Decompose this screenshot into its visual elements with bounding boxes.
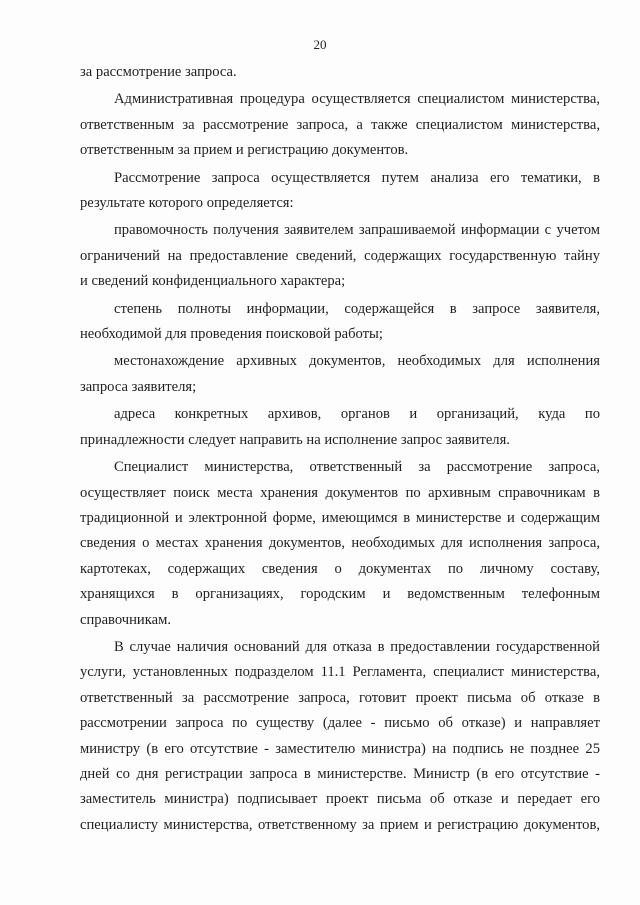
text-line: специалисту министерства, ответственному за прием и регистрацию документов, <box>80 816 600 833</box>
paragraph <box>80 60 600 85</box>
text-line: картотеках, содержащих сведения о документах по личному составу, <box>80 560 600 577</box>
paragraph <box>80 402 600 453</box>
text-line: Административная процедура осуществляется специалистом министерства, <box>114 91 600 108</box>
text-line: справочникам. <box>80 611 171 628</box>
text-line: осуществляет поиск места хранения документов по архивным справочникам в <box>80 484 600 501</box>
text-line: дней со дня регистрации запроса в министерстве. Министр (в его отсутствие - <box>80 765 600 782</box>
text-line: Специалист министерства, ответственный за рассмотрение запроса, <box>114 459 600 476</box>
text-line: результате которого определяется: <box>80 195 294 212</box>
paragraph <box>80 87 600 163</box>
text-line: Рассмотрение запроса осуществляется путем анализа его тематики, в <box>114 169 600 186</box>
text-line: необходимой для проведения поисковой работы; <box>80 326 383 343</box>
text-line: министру (в его отсутствие - заместителю министра) на подпись не позднее 25 <box>80 740 600 757</box>
paragraph <box>80 635 600 838</box>
text-line: заместитель министра) подписывает проект письма об отказе и передает его <box>80 791 600 808</box>
text-line: В случае наличия оснований для отказа в предоставлении государственной <box>114 638 600 655</box>
text-line: адреса конкретных архивов, органов и организаций, куда по <box>114 406 600 423</box>
text-line: сведения о местах хранения документов, необходимых для исполнения запроса, <box>80 535 600 552</box>
text-line: местонахождение архивных документов, необходимых для исполнения <box>114 353 600 370</box>
document-body <box>80 60 600 840</box>
text-line: хранящихся в организациях, городским и ведомственным телефонным <box>80 586 600 603</box>
paragraph <box>80 297 600 348</box>
text-line: традиционной и электронной форме, имеющимся в министерстве и содержащим <box>80 509 600 526</box>
text-line: ответственный за рассмотрение запроса, готовит проект письма об отказе в <box>80 689 600 706</box>
text-line: запроса заявителя; <box>80 378 197 395</box>
text-line: ответственным за рассмотрение запроса, а также специалистом министерства, <box>80 116 600 133</box>
text-line: рассмотрении запроса по существу (далее - письмо об отказе) и направляет <box>80 715 600 732</box>
paragraph <box>80 166 600 217</box>
text-line: ограничений на предоставление сведений, содержащих государственную тайну <box>80 247 600 264</box>
text-line: степень полноты информации, содержащейся в запросе заявителя, <box>114 300 600 317</box>
text-line: и сведений конфиденциального характера; <box>80 273 346 290</box>
text-line: за рассмотрение запроса. <box>80 64 237 80</box>
text-line: услуги, установленных подразделом 11.1 Регламента, специалист министерства, <box>80 664 600 681</box>
text-line: ответственным за прием и регистрацию документов. <box>80 142 409 159</box>
paragraph <box>80 455 600 633</box>
page-number: 20 <box>313 37 327 52</box>
text-line: принадлежности следует направить на исполнение запрос заявителя. <box>80 431 510 448</box>
text-line: правомочность получения заявителем запрашиваемой информации с учетом <box>114 222 600 239</box>
paragraph <box>80 218 600 294</box>
paragraph <box>80 349 600 400</box>
